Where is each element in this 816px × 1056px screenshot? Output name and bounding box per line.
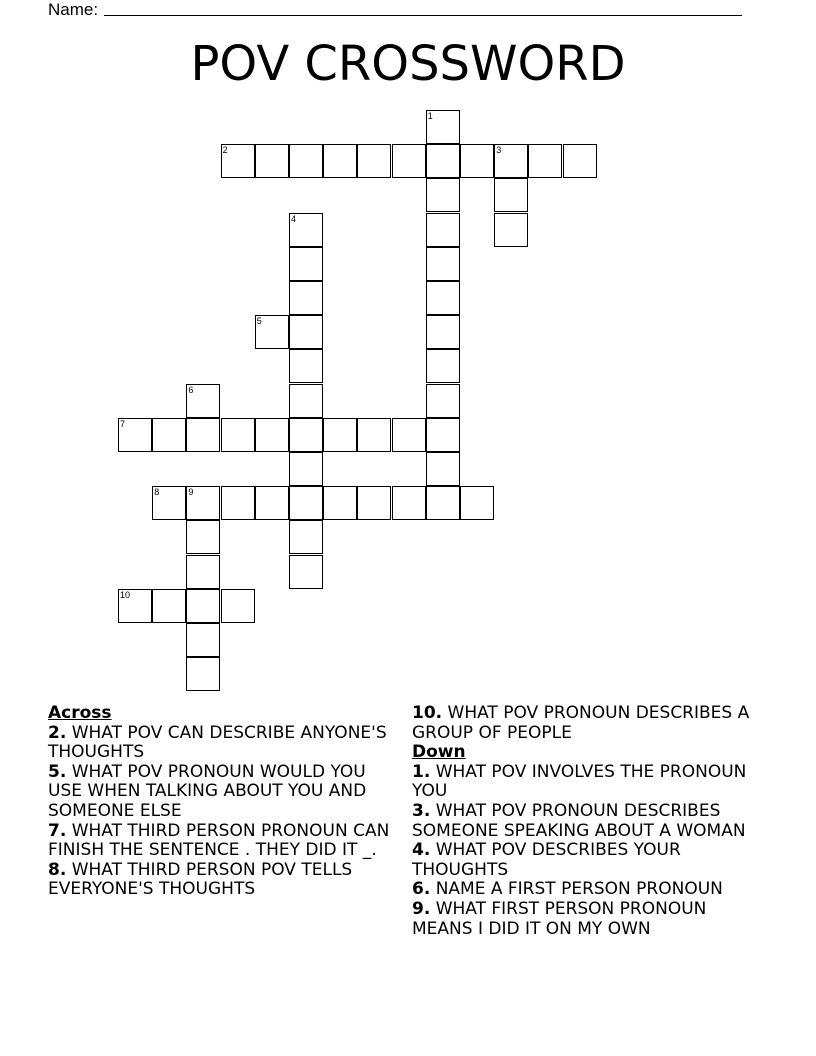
- clue-number: 1.: [412, 761, 431, 782]
- clue-text: NAME A FIRST PERSON PRONOUN: [435, 879, 723, 900]
- grid-cell[interactable]: [186, 657, 220, 691]
- grid-cell[interactable]: [152, 418, 186, 452]
- grid-cell[interactable]: [494, 178, 528, 212]
- across-clue: [48, 763, 398, 822]
- grid-cell[interactable]: [357, 486, 391, 520]
- grid-cell[interactable]: [118, 418, 152, 452]
- down-clue: [412, 880, 762, 900]
- clue-number-label: 10: [120, 589, 131, 600]
- grid-cell[interactable]: [426, 144, 460, 178]
- grid-cell[interactable]: [563, 144, 597, 178]
- grid-cell[interactable]: [392, 144, 426, 178]
- grid-cell[interactable]: [186, 623, 220, 657]
- down-heading: Down: [412, 742, 466, 763]
- grid-cell[interactable]: [426, 213, 460, 247]
- grid-cell[interactable]: [426, 247, 460, 281]
- grid-cell[interactable]: [289, 384, 323, 418]
- grid-cell[interactable]: [323, 486, 357, 520]
- grid-cell[interactable]: [357, 144, 391, 178]
- grid-cell[interactable]: [255, 144, 289, 178]
- clue-number: 7.: [48, 820, 67, 841]
- grid-cell[interactable]: [255, 315, 289, 349]
- clue-number: 10.: [412, 703, 443, 723]
- clue-text: WHAT THIRD PERSON PRONOUN CAN FINISH THE SENTENCE . THEY DID IT _.: [48, 820, 390, 861]
- clue-text: WHAT POV CAN DESCRIBE ANYONE'S THOUGHTS: [48, 722, 387, 763]
- grid-cell[interactable]: [289, 555, 323, 589]
- clue-number: 5.: [48, 761, 67, 782]
- grid-cell[interactable]: [255, 486, 289, 520]
- clue-text: WHAT POV PRONOUN WOULD YOU USE WHEN TALKING ABOUT YOU AND SOMEONE ELSE: [48, 761, 367, 821]
- clue-text: WHAT FIRST PERSON PRONOUN MEANS I DID IT ON MY OWN: [412, 898, 707, 939]
- clues-right-column: [412, 704, 762, 939]
- clue-number-label: 6: [188, 384, 194, 395]
- grid-cell[interactable]: [289, 315, 323, 349]
- grid-cell[interactable]: [289, 144, 323, 178]
- clue-number-label: 9: [188, 487, 194, 498]
- grid-cell[interactable]: [392, 486, 426, 520]
- across-clue: [48, 861, 398, 900]
- grid-cell[interactable]: [289, 281, 323, 315]
- grid-cell[interactable]: [221, 589, 255, 623]
- across-clue: [48, 822, 398, 861]
- grid-cell[interactable]: [426, 110, 460, 144]
- grid-cell[interactable]: [152, 589, 186, 623]
- clue-number-label: 2: [222, 145, 228, 156]
- grid-cell[interactable]: [221, 144, 255, 178]
- grid-cell[interactable]: [460, 486, 494, 520]
- grid-cell[interactable]: [323, 418, 357, 452]
- clue-number: 3.: [412, 800, 431, 821]
- across-heading: Across: [48, 703, 112, 723]
- grid-cell[interactable]: [186, 486, 220, 520]
- grid-cell[interactable]: [494, 213, 528, 247]
- grid-cell[interactable]: [289, 452, 323, 486]
- grid-cell[interactable]: [426, 486, 460, 520]
- across-clue: [48, 724, 398, 763]
- clue-number: 6.: [412, 879, 431, 900]
- clue-text: WHAT POV INVOLVES THE PRONOUN YOU: [412, 761, 747, 802]
- grid-cell[interactable]: [392, 418, 426, 452]
- clue-number-label: 5: [256, 316, 262, 327]
- grid-cell[interactable]: [289, 213, 323, 247]
- down-clue: [412, 900, 762, 939]
- clue-number-label: 8: [154, 487, 160, 498]
- clue-number-label: 3: [496, 145, 502, 156]
- grid-cell[interactable]: [289, 520, 323, 554]
- grid-cell[interactable]: [357, 418, 391, 452]
- grid-cell[interactable]: [289, 486, 323, 520]
- grid-cell[interactable]: [186, 555, 220, 589]
- clue-number-label: 7: [120, 418, 126, 429]
- clue-number-label: 1: [427, 111, 433, 121]
- grid-cell[interactable]: [289, 418, 323, 452]
- grid-cell[interactable]: [289, 247, 323, 281]
- grid-cell[interactable]: [426, 452, 460, 486]
- grid-cell[interactable]: [426, 349, 460, 383]
- grid-cell[interactable]: [152, 486, 186, 520]
- grid-cell[interactable]: [186, 384, 220, 418]
- clue-number: 4.: [412, 840, 431, 861]
- clue-number: 9.: [412, 898, 431, 919]
- down-clue: [412, 802, 762, 841]
- grid-cell[interactable]: [460, 144, 494, 178]
- clue-text: WHAT POV PRONOUN DESCRIBES SOMEONE SPEAKING ABOUT A WOMAN: [412, 800, 746, 841]
- grid-cell[interactable]: [426, 384, 460, 418]
- clues-left-column: [48, 704, 398, 900]
- clue-number: 8.: [48, 859, 67, 880]
- grid-cell[interactable]: [426, 315, 460, 349]
- grid-cell[interactable]: [528, 144, 562, 178]
- clue-text: WHAT THIRD PERSON POV TELLS EVERYONE'S THOUGHTS: [48, 859, 353, 900]
- clue-text: WHAT POV DESCRIBES YOUR THOUGHTS: [412, 840, 681, 880]
- grid-cell[interactable]: [494, 144, 528, 178]
- grid-cell[interactable]: [221, 418, 255, 452]
- clue-number: 2.: [48, 722, 67, 743]
- grid-cell[interactable]: [426, 281, 460, 315]
- across-clue: [412, 704, 762, 743]
- grid-cell[interactable]: [186, 589, 220, 623]
- grid-cell[interactable]: [255, 418, 289, 452]
- page-title: POV CROSSWORD: [190, 36, 626, 92]
- grid-cell[interactable]: [426, 418, 460, 452]
- grid-cell[interactable]: [118, 589, 152, 623]
- down-clue: [412, 841, 762, 880]
- grid-cell[interactable]: [221, 486, 255, 520]
- down-clue: [412, 763, 762, 802]
- grid-cell[interactable]: [186, 418, 220, 452]
- name-label: Name:: [48, 0, 99, 19]
- clue-text: WHAT POV PRONOUN DESCRIBES A GROUP OF PEOPLE: [412, 703, 750, 743]
- clue-number-label: 4: [291, 213, 297, 224]
- grid-cell[interactable]: [289, 349, 323, 383]
- grid-cell[interactable]: [323, 144, 357, 178]
- grid-cell[interactable]: [426, 178, 460, 212]
- grid-cell[interactable]: [186, 520, 220, 554]
